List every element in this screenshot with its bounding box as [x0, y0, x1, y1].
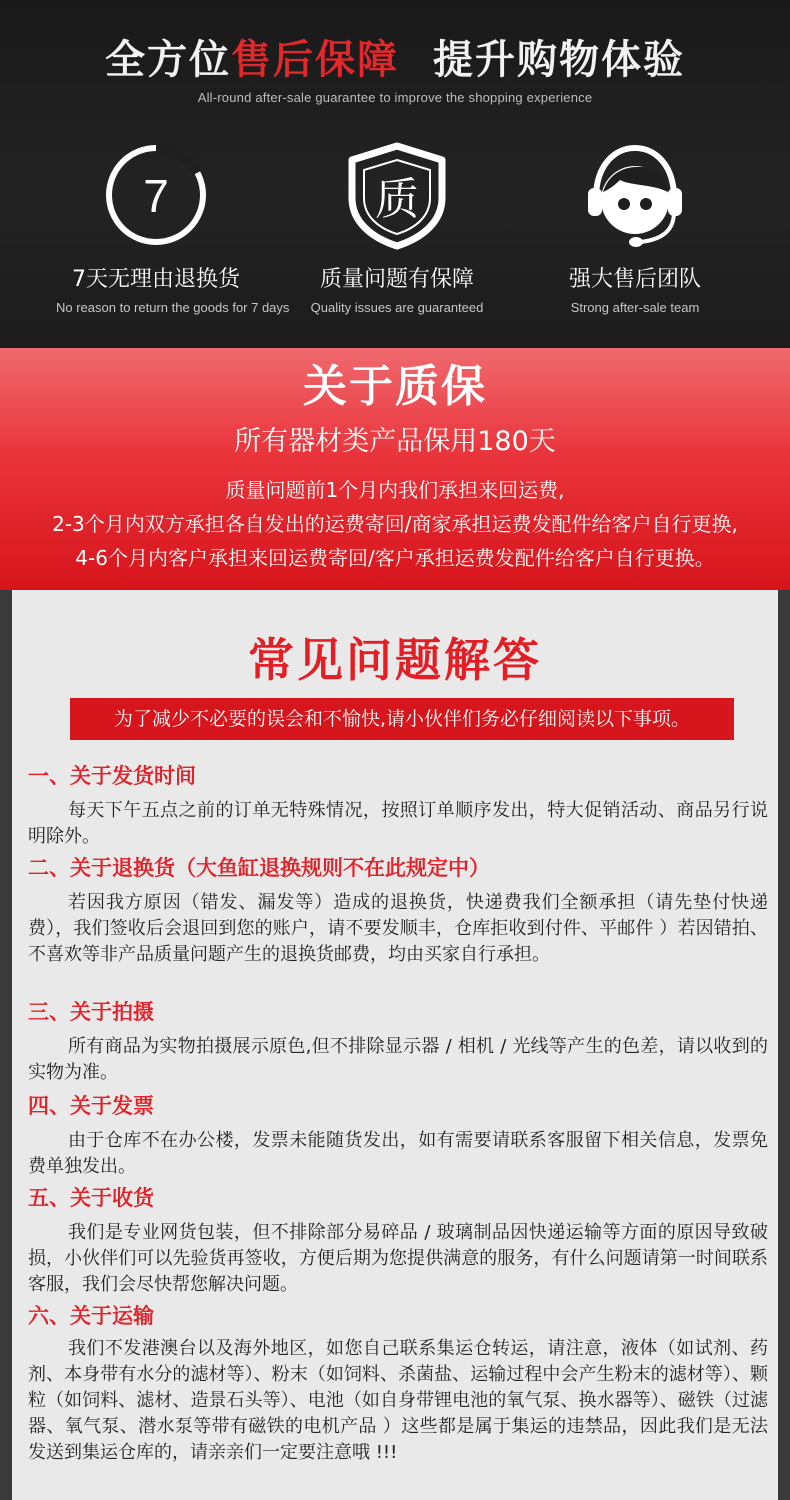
badge-label: 质量问题有保障: [319, 267, 474, 292]
after-sale-header: [0, 0, 790, 348]
quality-shield-icon: [342, 140, 452, 250]
header-title-part2: 售后保障: [231, 37, 399, 83]
faq-title: 常见问题解答: [248, 633, 542, 687]
faq-section: [0, 590, 790, 1500]
header-title-part3: 提升购物体验: [433, 37, 685, 83]
faq-body-receiving: 我们是专业网货包装，但不排除部分易碎品 / 玻璃制品因快递运输等方面的原因导致破损，小伙伴们可以先验货再签收，方便后期为您提供满意的服务，有什么问题请第一时间联系客服，我们会尽快帮您解决问题。: [28, 1222, 768, 1295]
faq-heading-photos: 三、关于拍摄: [28, 1000, 154, 1024]
faq-heading-invoice: 四、关于发票: [28, 1094, 154, 1118]
warranty-line: 4-6个月内客户承担来回运费寄回/客户承担运费发配件给客户自行更换。: [75, 546, 715, 570]
svg-text:质: 质: [375, 174, 419, 225]
warranty-title: 关于质保: [303, 361, 487, 412]
warranty-line: 质量问题前1个月内我们承担来回运费,: [225, 478, 565, 502]
badge-english: Quality issues are guaranteed: [310, 300, 484, 315]
header-title: [0, 32, 790, 88]
faq-heading-returns: 二、关于退换货（大鱼缸退换规则不在此规定中）: [28, 856, 490, 880]
faq-body-transport: 我们不发港澳台以及海外地区，如您自己联系集运仓转运，请注意，液体（如试剂、药剂、本身带有水分的滤材等）、粉末（如饲料、杀菌盐、运输过程中会产生粉末的滤材等）、颗粒（如饲料、滤材、造景石头等）、电池（如自身带锂电池的氧气泵、换水器等）、磁铁（过滤器、氧气泵、潜水泵等带有磁铁的电机产品 ）这些都是属于集运的违禁品，因此我们是无法发送到集运仓库的，请亲亲们一定要注意哦 !!!: [28, 1338, 768, 1463]
faq-body-shipping-time: 每天下午五点之前的订单无特殊情况，按照订单顺序发出，特大促销活动、商品另行说明除外。: [28, 800, 768, 847]
faq-heading-receiving: 五、关于收货: [28, 1186, 154, 1210]
faq-notice-banner: 为了减少不必要的误会和不愉快,请小伙伴们务必仔细阅读以下事项。: [70, 698, 734, 740]
seven-day-icon: [101, 140, 211, 250]
faq-heading-shipping-time: 一、关于发货时间: [28, 764, 196, 788]
faq-body-returns: 若因我方原因（错发、漏发等）造成的退换货，快递费我们全额承担（请先垫付快递费），我们签收后会退回到您的账户，请不要发顺丰，仓库拒收到付件、平邮件 ）若因错拍、不喜欢等非产品质量问题产生的退换货邮费，均由买家自行承担。: [28, 892, 768, 965]
badge-label: 强大售后团队: [568, 267, 701, 292]
svg-text:7: 7: [143, 170, 169, 222]
badge-support-team: [535, 140, 735, 315]
badge-english: Strong after-sale team: [570, 300, 700, 315]
faq-body-photos: 所有商品为实物拍摄展示原色,但不排除显示器 / 相机 / 光线等产生的色差，请以收到的实物为准。: [28, 1036, 768, 1083]
badge-seven-day-return: [56, 140, 290, 315]
faq-heading-transport: 六、关于运输: [28, 1304, 154, 1328]
badge-quality-guarantee: [297, 140, 497, 315]
warranty-line: 2-3个月内双方承担各自发出的运费寄回/商家承担运费发配件给客户自行更换,: [52, 512, 738, 536]
badge-english: No reason to return the goods for 7 days: [56, 300, 290, 315]
faq-body-invoice: 由于仓库不在办公楼，发票未能随货发出，如有需要请联系客服留下相关信息，发票免费单独发出。: [28, 1130, 768, 1177]
support-headset-icon: [580, 140, 690, 250]
header-title-part1: 全方位: [105, 37, 231, 83]
warranty-section: [0, 348, 790, 590]
badge-label: 7天无理由退换货: [72, 267, 240, 292]
header-subtitle: All-round after-sale guarantee to improve the shopping experience: [197, 90, 593, 105]
warranty-subtitle: 所有器材类产品保用180天: [234, 426, 556, 457]
